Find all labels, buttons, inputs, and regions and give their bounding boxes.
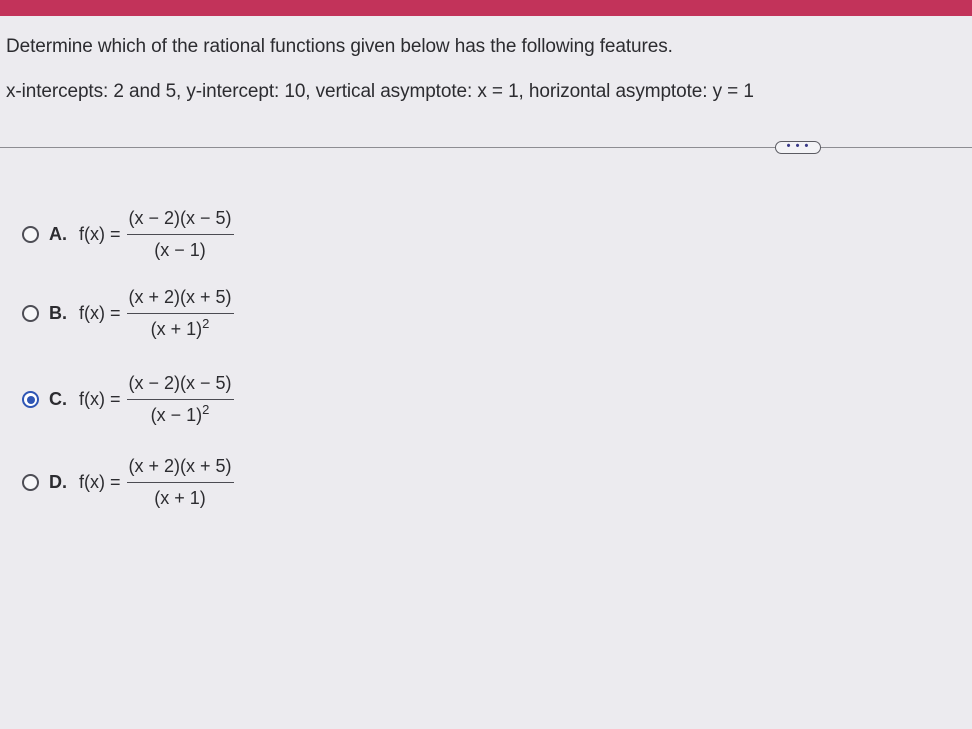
denominator	[154, 483, 206, 509]
radio-button-a[interactable]	[22, 226, 39, 243]
numerator: (x − 2)(x − 5)	[127, 373, 234, 400]
numerator: (x + 2)(x + 5)	[127, 456, 234, 483]
question-prompt: Determine which of the rational functions given below has the following features.	[6, 36, 673, 57]
option-a[interactable]	[22, 208, 234, 261]
function-label: f(x) =	[79, 472, 121, 492]
function-fraction	[127, 456, 234, 509]
function-fraction	[127, 287, 234, 340]
radio-button-d[interactable]	[22, 474, 39, 491]
function-fraction	[127, 373, 234, 426]
denominator-base: (x + 1)	[150, 319, 203, 339]
question-text	[6, 34, 754, 104]
option-b[interactable]	[22, 287, 234, 340]
numerator: (x − 2)(x − 5)	[127, 208, 234, 235]
more-options-button[interactable]: • • •	[775, 141, 821, 154]
option-c[interactable]	[22, 373, 234, 426]
function-label: f(x) =	[79, 389, 121, 409]
denominator	[151, 400, 210, 426]
denominator-exponent: 2	[202, 402, 210, 417]
function-fraction	[127, 208, 234, 261]
denominator	[154, 235, 206, 261]
denominator-base: (x − 1)	[150, 405, 203, 425]
option-letter: A.	[49, 224, 67, 244]
denominator-base: (x − 1)	[154, 240, 206, 260]
divider	[0, 147, 972, 148]
option-letter: C.	[49, 389, 67, 409]
question-features: x-intercepts: 2 and 5, y-intercept: 10, vertical asymptote: x = 1, horizontal asymptote: y = 1	[6, 81, 754, 102]
denominator	[151, 314, 210, 340]
option-d[interactable]	[22, 456, 234, 509]
radio-button-b[interactable]	[22, 305, 39, 322]
denominator-base: (x + 1)	[154, 488, 206, 508]
option-letter: D.	[49, 472, 67, 492]
denominator-exponent: 2	[202, 316, 210, 331]
function-label: f(x) =	[79, 303, 121, 323]
option-letter: B.	[49, 303, 67, 323]
numerator: (x + 2)(x + 5)	[127, 287, 234, 314]
function-label: f(x) =	[79, 224, 121, 244]
header-accent-bar	[0, 0, 972, 16]
radio-button-c[interactable]	[22, 391, 39, 408]
